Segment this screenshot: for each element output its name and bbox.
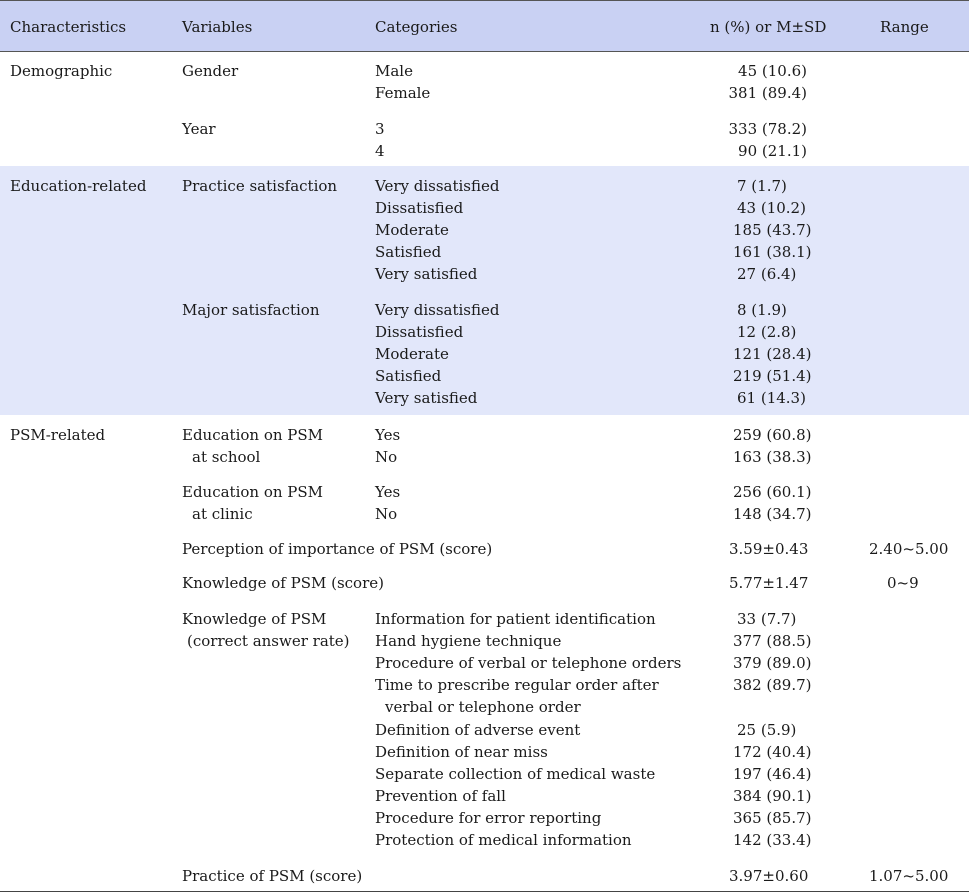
category-cell: Dissatisfied xyxy=(375,323,464,341)
variable-major-satisfaction: Major satisfaction xyxy=(182,301,320,319)
value-cell: 3.97±0.60 xyxy=(729,867,809,885)
variable-education-school: Education on PSM xyxy=(182,426,324,444)
value-cell: 12 (2.8) xyxy=(737,323,797,341)
section-psm: PSM-related xyxy=(10,426,106,444)
value-cell: 142 (33.4) xyxy=(733,831,812,849)
category-cell: Procedure for error reporting xyxy=(375,809,602,827)
value-cell: 3.59±0.43 xyxy=(729,540,809,558)
value-cell: 161 (38.1) xyxy=(733,243,812,261)
value-cell: 121 (28.4) xyxy=(733,345,812,363)
value-cell: 45 (10.6) xyxy=(738,62,807,80)
category-cell: Prevention of fall xyxy=(375,787,506,805)
category-cell: Female xyxy=(375,84,431,102)
category-cell: Moderate xyxy=(375,221,449,239)
category-cell: 3 xyxy=(375,120,385,138)
header-range: Range xyxy=(880,18,929,36)
category-cell: Yes xyxy=(375,426,401,444)
variable-education-clinic-line2: at clinic xyxy=(192,505,253,523)
value-cell: 27 (6.4) xyxy=(737,265,797,283)
range-cell: 2.40~5.00 xyxy=(869,540,949,558)
category-cell: Very dissatisfied xyxy=(375,301,500,319)
category-cell: Protection of medical information xyxy=(375,831,632,849)
section-demographic: Demographic xyxy=(10,62,113,80)
category-cell: Dissatisfied xyxy=(375,199,464,217)
category-cell: Satisfied xyxy=(375,243,442,261)
value-cell: 25 (5.9) xyxy=(737,721,797,739)
value-cell: 256 (60.1) xyxy=(733,483,812,501)
header-variables: Variables xyxy=(182,18,253,36)
value-cell: 90 (21.1) xyxy=(738,142,807,160)
value-cell: 61 (14.3) xyxy=(737,389,806,407)
category-cell: 4 xyxy=(375,142,385,160)
header-categories: Categories xyxy=(375,18,458,36)
header-characteristics: Characteristics xyxy=(10,18,127,36)
value-cell: 381 (89.4) xyxy=(728,84,807,102)
variable-practice-score: Practice of PSM (score) xyxy=(182,867,363,885)
category-cell: Information for patient identification xyxy=(375,610,656,628)
education-band xyxy=(0,166,969,415)
value-cell: 163 (38.3) xyxy=(733,448,812,466)
value-cell: 379 (89.0) xyxy=(733,654,812,672)
variable-gender: Gender xyxy=(182,62,239,80)
variable-education-school-line2: at school xyxy=(192,448,261,466)
category-cell: No xyxy=(375,505,398,523)
section-education: Education-related xyxy=(10,177,147,195)
category-cell: Very satisfied xyxy=(375,265,478,283)
category-cell: Satisfied xyxy=(375,367,442,385)
variable-practice-satisfaction: Practice satisfaction xyxy=(182,177,338,195)
value-cell: 333 (78.2) xyxy=(728,120,807,138)
category-cell: Definition of near miss xyxy=(375,743,548,761)
header-n-or-msd: n (%) or M±SD xyxy=(710,18,827,36)
value-cell: 5.77±1.47 xyxy=(729,574,809,592)
value-cell: 365 (85.7) xyxy=(733,809,812,827)
value-cell: 148 (34.7) xyxy=(733,505,812,523)
category-cell: Procedure of verbal or telephone orders xyxy=(375,654,682,672)
value-cell: 8 (1.9) xyxy=(737,301,787,319)
category-cell: Very dissatisfied xyxy=(375,177,500,195)
value-cell: 259 (60.8) xyxy=(733,426,812,444)
category-cell: Yes xyxy=(375,483,401,501)
variable-education-clinic: Education on PSM xyxy=(182,483,324,501)
category-cell: Time to prescribe regular order after xyxy=(375,676,659,694)
range-cell: 1.07~5.00 xyxy=(869,867,949,885)
variable-knowledge-score: Knowledge of PSM (score) xyxy=(182,574,384,592)
variable-perception: Perception of importance of PSM (score) xyxy=(182,540,493,558)
value-cell: 43 (10.2) xyxy=(737,199,806,217)
category-cell: Moderate xyxy=(375,345,449,363)
category-cell-line2: verbal or telephone order xyxy=(385,698,581,716)
range-cell: 0~9 xyxy=(887,574,919,592)
value-cell: 7 (1.7) xyxy=(737,177,787,195)
table-bottom-rule xyxy=(0,891,969,892)
variable-knowledge-rate-line2: (correct answer rate) xyxy=(187,632,350,650)
value-cell: 219 (51.4) xyxy=(733,367,812,385)
category-cell: Separate collection of medical waste xyxy=(375,765,656,783)
value-cell: 33 (7.7) xyxy=(737,610,797,628)
value-cell: 382 (89.7) xyxy=(733,676,812,694)
category-cell: Definition of adverse event xyxy=(375,721,581,739)
variable-knowledge-rate: Knowledge of PSM xyxy=(182,610,327,628)
category-cell: No xyxy=(375,448,398,466)
category-cell: Very satisfied xyxy=(375,389,478,407)
category-cell: Hand hygiene technique xyxy=(375,632,562,650)
category-cell: Male xyxy=(375,62,413,80)
value-cell: 172 (40.4) xyxy=(733,743,812,761)
value-cell: 185 (43.7) xyxy=(733,221,812,239)
value-cell: 384 (90.1) xyxy=(733,787,812,805)
variable-year: Year xyxy=(182,120,216,138)
value-cell: 197 (46.4) xyxy=(733,765,812,783)
value-cell: 377 (88.5) xyxy=(733,632,812,650)
